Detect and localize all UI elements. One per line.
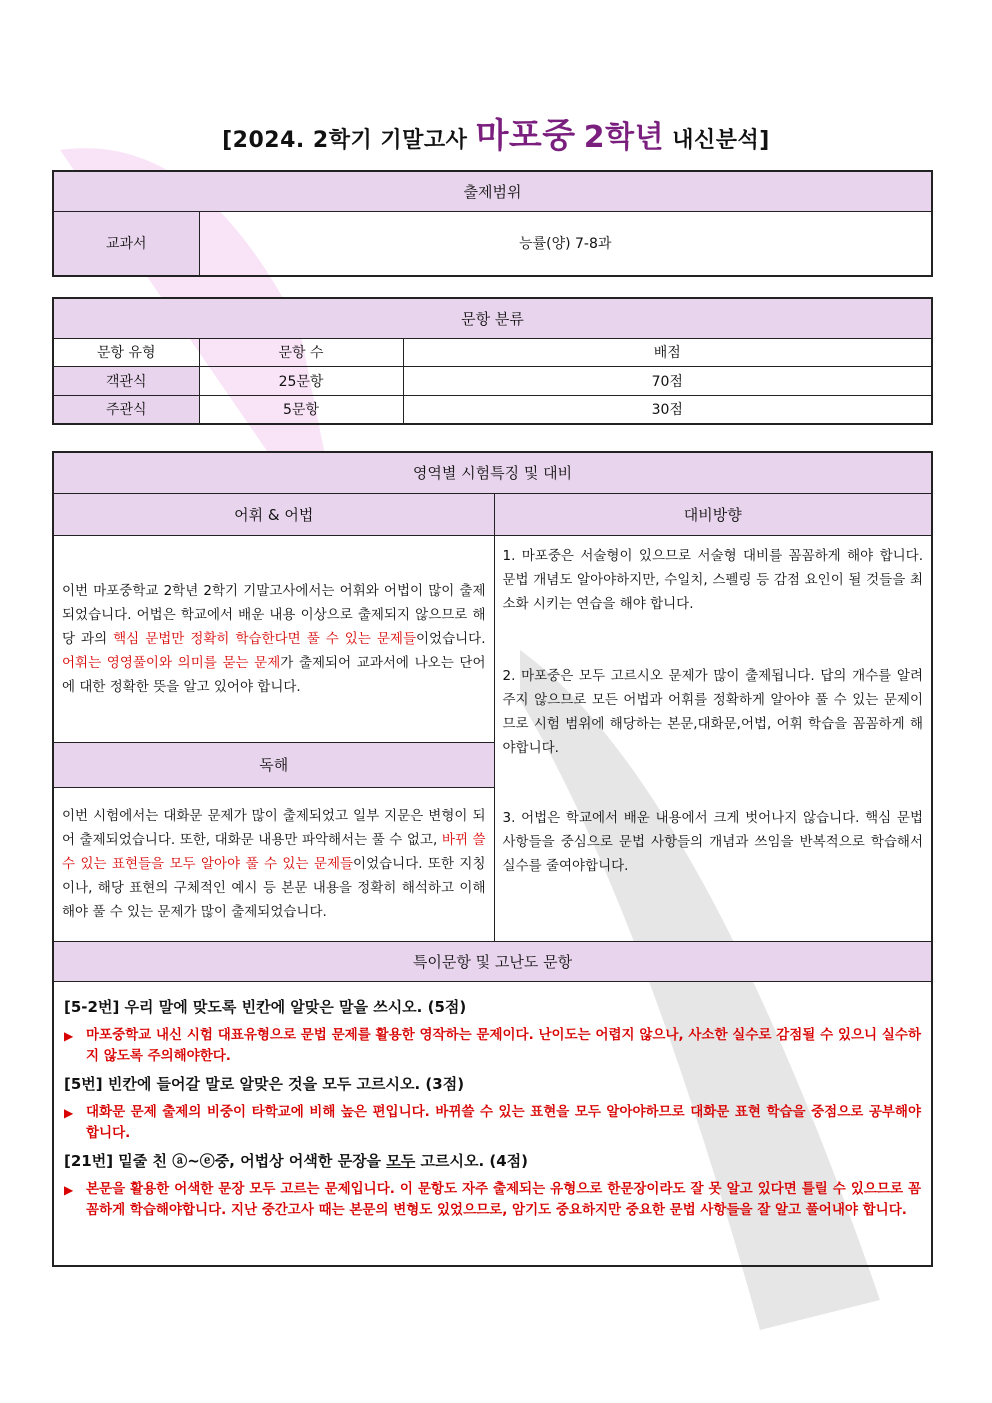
special-note: ▶ 마포중학교 내신 시험 대표유형으로 문법 문제를 활용한 영작하는 문제이다. 난이도는 어렵지 않으나, 사소한 실수로 감점될 수 있으니 실수하지 않도록 주의해야한다. [64,1025,921,1067]
features-title: 영역별 시험특징 및 대비 [53,452,932,493]
type-cell: 주관식 [53,395,199,424]
scope-value: 능률(양) 7-8과 [199,211,932,276]
score-cell: 30점 [403,395,932,424]
scope-label: 교과서 [53,211,199,276]
count-cell: 5문항 [199,395,403,424]
grade-label: 2학년 [583,120,665,155]
strategy-item: 1. 마포중은 서술형이 있으므로 서술형 대비를 꼼꼼하게 해야 합니다. 문법 개념도 알아야하지만, 수일치, 스펠링 등 감점 요인이 될 것들을 최소화 시키는 연습을 해야 합니다. [502,547,923,612]
arrow-icon: ▶ [64,1105,74,1120]
scope-title: 출제범위 [53,171,932,211]
column-header: 문항 수 [199,338,403,366]
type-cell: 객관식 [53,366,199,395]
special-question: [5번] 빈칸에 들어갈 말로 알맞은 것을 모두 고르시오. (3점) [64,1074,465,1093]
school-name: 마포중 [475,116,576,156]
strategy-cell [494,535,932,941]
scope-table [52,170,933,277]
reading-paragraph: 이번 시험에서는 대화문 문제가 많이 출제되었고 일부 지문은 변형이 되어 출제되었습니다. 또한, 대화문 내용만 파악해서는 풀 수 없고, 바뀌 쓸 수 있는 표현들을 모두 알아야 풀 수 있는 문제들이었습니다. 또한 지칭이나, 해당 표현의 구체적인 예시 등 본문 내용을 정확히 해석하고 이해해야 풀 수 있는 문제가 많이 출제되었습니다. [62,808,486,920]
column-header: 문항 유형 [53,338,199,366]
classification-table [52,297,933,425]
vocab-paragraph: 이번 마포중학교 2학년 2학기 기말고사에서는 어휘와 어법이 많이 출제 되었습니다. 어법은 학교에서 배운 내용 이상으로 출제되지 않으므로 해당 과의 핵심 문법만 정확히 학습한다면 풀 수 있는 문제들이었습니다. 어휘는 영영풀이와 의미를 묻는 문제가 출제되어 교과서에 나오는 단어에 대한 정확한 뜻을 알고 있어야 합니다. [62,582,486,695]
special-cell [53,981,932,1266]
special-title: 특이문항 및 고난도 문항 [53,941,932,981]
vocab-cell [53,535,494,742]
reading-heading: 독해 [53,742,494,787]
features-table [52,451,933,1267]
page-title: [2024. 2학기 기말고사 마포중 2학년 내신분석] [222,116,770,156]
special-question: [21번] 밑줄 친 ⓐ~ⓔ중, 어법상 어색한 문장을 모두 고르시오. (4점) [64,1151,529,1170]
table-row [53,395,932,424]
score-cell: 70점 [403,366,932,395]
strategy-item: 3. 어법은 학교에서 배운 내용에서 크게 벗어나지 않습니다. 핵심 문법사항들을 중심으로 문법 사항들의 개념과 쓰임을 반복적으로 학습해서 실수를 줄여야합니다. [502,809,923,874]
special-note: ▶ 대화문 문제 출제의 비중이 타학교에 비해 높은 편입니다. 바뀌쓸 수 있는 표현을 모두 알아야하므로 대화문 표현 학습을 중점으로 공부해야 합니다. [64,1102,921,1144]
column-header: 배점 [403,338,932,366]
strategy-item: 2. 마포중은 모두 고르시오 문제가 많이 출제됩니다. 답의 개수를 알려주지 않으므로 모든 어법과 어휘를 정확하게 알아야 풀 수 있는 문제이므로 시험 범위에 해당하는 본문,대화문,어법, 어휘 학습을 꼼꼼하게 해야합니다. [502,667,923,756]
reading-cell [53,787,494,941]
classification-title: 문항 분류 [53,298,932,338]
count-cell: 25문항 [199,366,403,395]
special-question: [5-2번] 우리 말에 맞도록 빈칸에 알맞은 말을 쓰시오. (5점) [64,997,467,1016]
arrow-icon: ▶ [64,1028,74,1043]
table-row [53,366,932,395]
special-note: ▶ 본문을 활용한 어색한 문장 모두 고르는 문제입니다. 이 문항도 자주 출제되는 유형으로 한문장이라도 잘 못 알고 있다면 틀릴 수 있으므로 꼼꼼하게 학습해야합니다. 지난 중간고사 때는 본문의 변형도 있었으므로, 암기도 중요하지만 중요한 문법 사항들을 잘 알고 풀어내야 합니다. [64,1179,921,1221]
strategy-heading: 대비방향 [494,493,932,535]
vocab-heading: 어휘 & 어법 [53,493,494,535]
arrow-icon: ▶ [64,1182,74,1197]
